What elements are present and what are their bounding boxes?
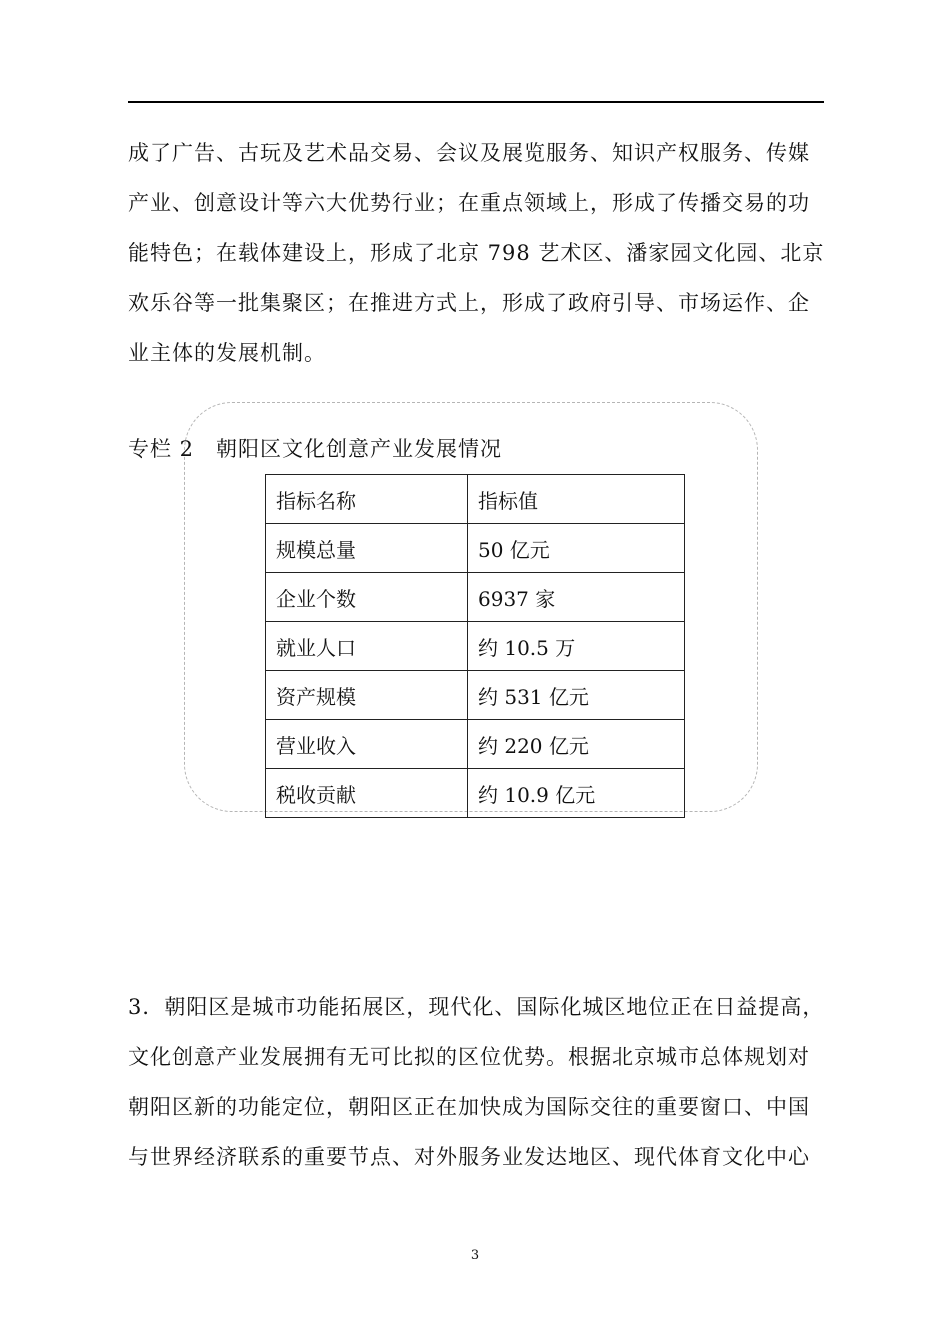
table-cell-name: 就业人口 <box>266 622 468 671</box>
table-cell-value: 6937 家 <box>468 573 685 622</box>
table-row <box>266 671 685 720</box>
paragraph-line: 3．朝阳区是城市功能拓展区，现代化、国际化城区地位正在日益提高， <box>128 995 825 1019</box>
page-number: 3 <box>470 1248 480 1263</box>
table-header-row <box>266 475 685 524</box>
column-box-title: 朝阳区文化创意产业发展情况 <box>216 437 503 461</box>
table-row <box>266 573 685 622</box>
table-cell-value: 约 10.5 万 <box>468 622 685 671</box>
table-cell-value: 约 220 亿元 <box>468 720 685 769</box>
table-row <box>266 622 685 671</box>
table-row <box>266 524 685 573</box>
table-header-cell: 指标名称 <box>266 475 468 524</box>
table-cell-name: 营业收入 <box>266 720 468 769</box>
table-cell-name: 资产规模 <box>266 671 468 720</box>
paragraph-line: 能特色；在载体建设上，形成了北京 798 艺术区、潘家园文化园、北京 <box>128 241 825 265</box>
table-header-cell: 指标值 <box>468 475 685 524</box>
column-box-label: 专栏 2 <box>128 437 195 461</box>
paragraph-line: 产业、创意设计等六大优势行业；在重点领域上，形成了传播交易的功 <box>128 191 810 215</box>
body-paragraph-2 <box>128 982 828 1182</box>
table-cell-name: 税收贡献 <box>266 769 468 818</box>
table-row <box>266 720 685 769</box>
table-cell-name: 企业个数 <box>266 573 468 622</box>
column-box-caption <box>128 433 502 465</box>
paragraph-line: 欢乐谷等一批集聚区；在推进方式上，形成了政府引导、市场运作、企 <box>128 291 810 315</box>
paragraph-line: 与世界经济联系的重要节点、对外服务业发达地区、现代体育文化中心 <box>128 1145 810 1169</box>
table-cell-value: 约 531 亿元 <box>468 671 685 720</box>
indicator-table <box>265 474 685 818</box>
paragraph-line: 文化创意产业发展拥有无可比拟的区位优势。根据北京城市总体规划对 <box>128 1045 810 1069</box>
table-cell-name: 规模总量 <box>266 524 468 573</box>
paragraph-line: 成了广告、古玩及艺术品交易、会议及展览服务、知识产权服务、传媒 <box>128 141 810 165</box>
table-cell-value: 约 10.9 亿元 <box>468 769 685 818</box>
table-cell-value: 50 亿元 <box>468 524 685 573</box>
body-paragraph-1 <box>128 128 828 378</box>
header-rule <box>128 101 824 103</box>
paragraph-line: 业主体的发展机制。 <box>128 341 326 365</box>
paragraph-line: 朝阳区新的功能定位，朝阳区正在加快成为国际交往的重要窗口、中国 <box>128 1095 810 1119</box>
table-row <box>266 769 685 818</box>
